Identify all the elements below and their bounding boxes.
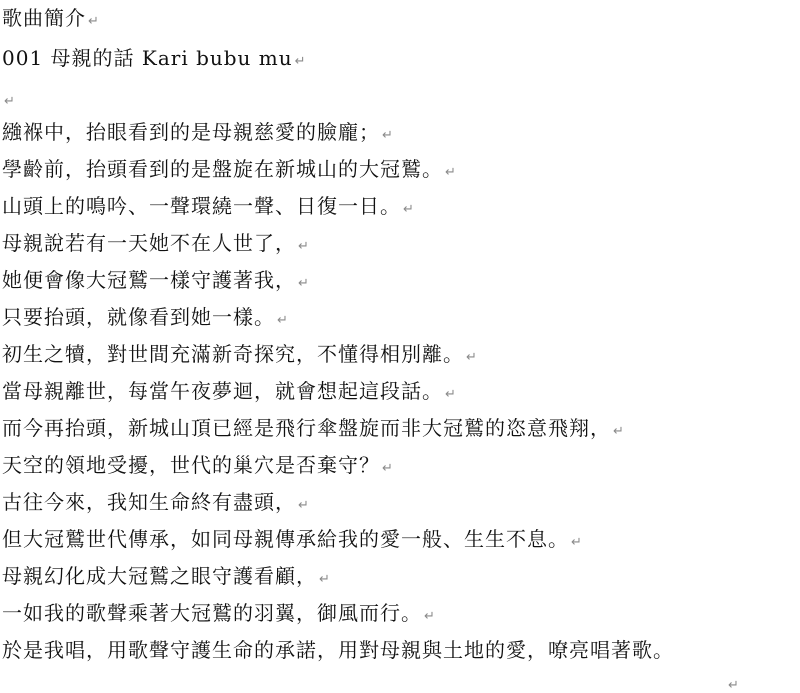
paragraph-mark-icon: ↵ [294, 54, 306, 69]
paragraph-mark-icon: ↵ [424, 609, 435, 624]
lyric-text: 繈褓中，抬眼看到的是母親慈愛的臉龐； [2, 120, 380, 144]
paragraph-mark-icon: ↵ [298, 239, 309, 254]
lyric-line-8 [2, 377, 456, 405]
paragraph-mark-icon: ↵ [445, 165, 456, 180]
lyric-text: 但大冠鷲世代傳承，如同母親傳承給我的愛一般、生生不息。 [2, 527, 569, 551]
lyric-text: 一如我的歌聲乘著大冠鷲的羽翼，御風而行。 [2, 601, 422, 625]
paragraph-mark-icon: ↵ [4, 94, 15, 109]
lyric-line-6 [2, 303, 288, 331]
lyric-line-3 [2, 192, 414, 220]
lyric-line-1 [2, 118, 393, 146]
paragraph-mark-icon: ↵ [319, 572, 330, 587]
lyric-line-12 [2, 525, 582, 553]
paragraph-mark-icon: ↵ [382, 128, 393, 143]
lyric-line-13 [2, 562, 330, 590]
lyric-text: 當母親離世，每當午夜夢迴，就會想起這段話。 [2, 379, 443, 403]
lyric-text: 而今再抬頭，新城山頂已經是飛行傘盤旋而非大冠鷲的恣意飛翔， [2, 416, 611, 440]
paragraph-mark-icon: ↵ [571, 535, 582, 550]
lyric-text: 母親幻化成大冠鷲之眼守護看顧， [2, 564, 317, 588]
lyric-line-7 [2, 340, 477, 368]
lyric-line-2 [2, 155, 456, 183]
lyric-text: 她便會像大冠鷲一樣守護著我， [2, 268, 296, 292]
lyric-line-15 [2, 636, 674, 664]
lyric-line-4 [2, 229, 309, 257]
lyric-line-14 [2, 599, 435, 627]
paragraph-mark-icon: ↵ [403, 202, 414, 217]
paragraph-mark-icon: ↵ [382, 461, 393, 476]
lyric-line-9 [2, 414, 624, 442]
lyric-line-5 [2, 266, 309, 294]
lyric-text: 山頭上的鳴吟、一聲環繞一聲、日復一日。 [2, 194, 401, 218]
song-title-line [2, 44, 306, 72]
song-title: 001 母親的話 Kari bubu mu [2, 46, 293, 70]
lyric-text: 古往今來，我知生命終有盡頭， [2, 490, 296, 514]
lyric-text: 學齡前，抬頭看到的是盤旋在新城山的大冠鷲。 [2, 157, 443, 181]
paragraph-mark-icon: ↵ [298, 498, 309, 513]
document-heading: 歌曲簡介 [2, 6, 86, 30]
paragraph-mark-icon: ↵ [466, 350, 477, 365]
paragraph-mark-icon: ↵ [728, 678, 739, 693]
paragraph-mark-icon: ↵ [613, 424, 624, 439]
lyric-line-10 [2, 451, 393, 479]
lyric-text: 母親說若有一天她不在人世了， [2, 231, 296, 255]
paragraph-mark-icon: ↵ [445, 387, 456, 402]
lyric-line-11 [2, 488, 309, 516]
lyric-text: 只要抬頭，就像看到她一樣。 [2, 305, 275, 329]
document-heading-line [2, 4, 99, 32]
lyric-text: 於是我唱，用歌聲守護生命的承諾，用對母親與土地的愛，嘹亮唱著歌。 [2, 638, 674, 662]
empty-paragraph-line [2, 84, 15, 112]
lyric-text: 天空的領地受擾，世代的巢穴是否棄守？ [2, 453, 380, 477]
paragraph-mark-icon: ↵ [88, 14, 99, 29]
paragraph-mark-icon: ↵ [298, 276, 309, 291]
paragraph-mark-icon: ↵ [277, 313, 288, 328]
lyric-text: 初生之犢，對世間充滿新奇探究，不懂得相別離。 [2, 342, 464, 366]
